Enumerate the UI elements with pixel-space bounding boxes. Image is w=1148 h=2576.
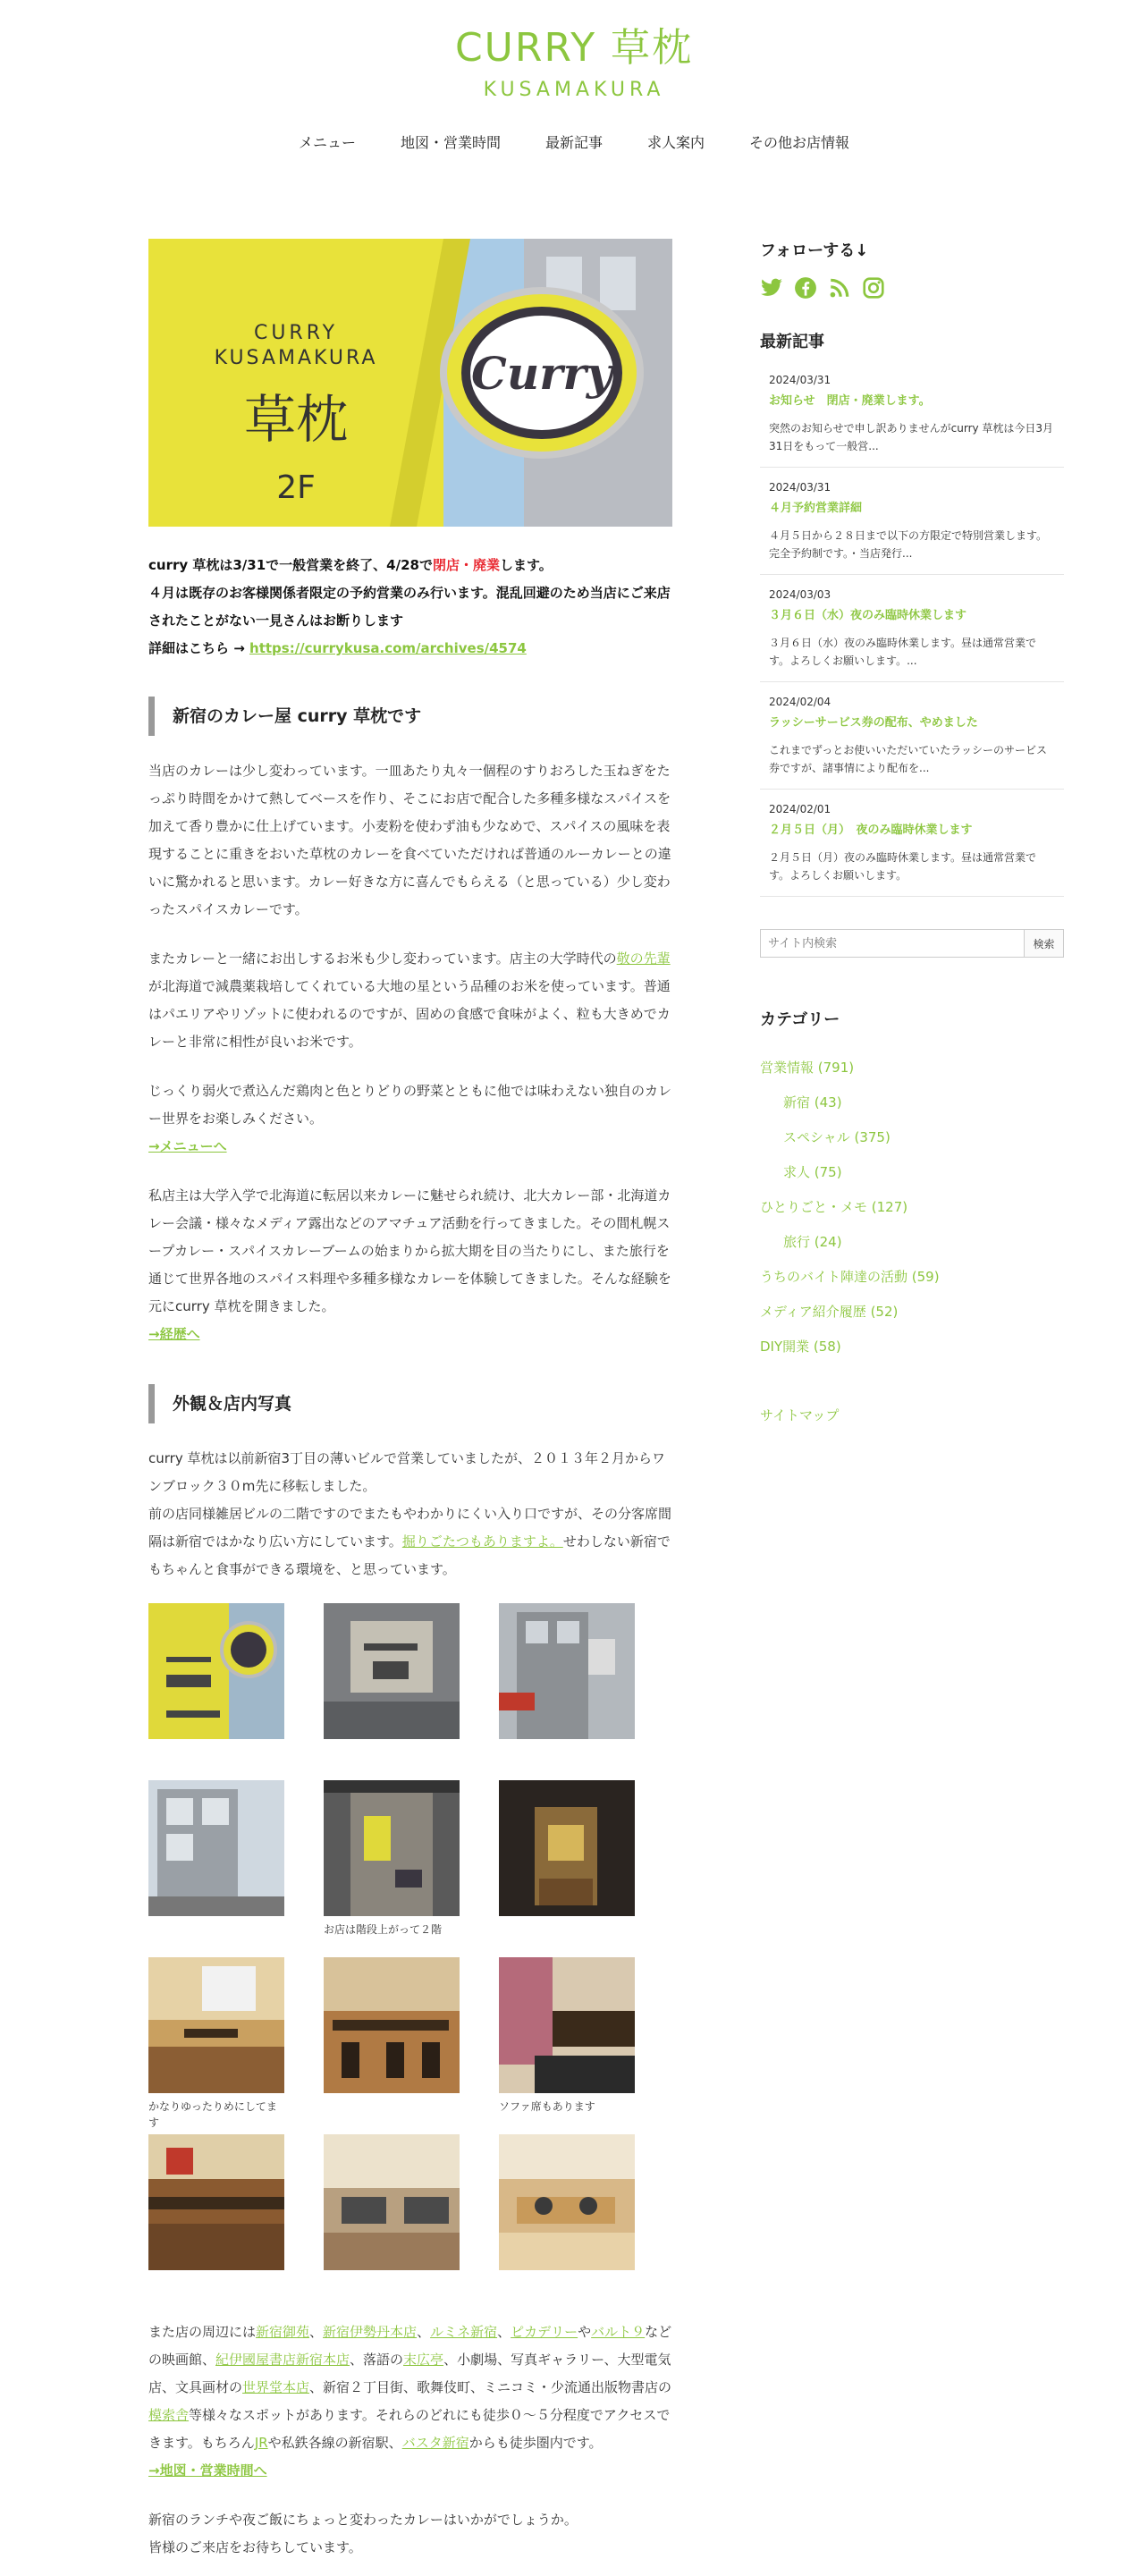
- gallery-photo[interactable]: [148, 1957, 284, 2129]
- site-search: [760, 929, 1064, 958]
- link-mosakusha[interactable]: 模索舎: [148, 2407, 190, 2423]
- photo-caption: かなりゆったりめにしてます: [148, 2100, 277, 2129]
- hero-sign-illustration: [148, 239, 672, 527]
- photo-caption: [499, 1921, 635, 1938]
- rss-icon[interactable]: [828, 276, 851, 300]
- recent-post-item[interactable]: [760, 468, 1064, 575]
- photos-p2-text-a: 前の店同様雑居ビルの二階ですのでまたもやわかりにくい入り口ですが、その分客席間隔は新宿ではかなり広い方にしています。: [148, 1506, 672, 1550]
- recent-post-title[interactable]: ４月予約営業詳細: [769, 502, 863, 515]
- photo-thumb-tables: [324, 1957, 460, 2093]
- nb-text: 、落語の: [350, 2352, 404, 2368]
- notice-line1-a: curry 草枕は3/31で一般営業を終了、4/28で: [148, 557, 433, 573]
- recent-post-item[interactable]: [760, 360, 1064, 468]
- link-jr[interactable]: JR: [254, 2435, 268, 2451]
- recent-post-date: 2024/03/31: [769, 374, 831, 386]
- gallery-photo[interactable]: [148, 2134, 284, 2292]
- intro-paragraph-3: [148, 1077, 672, 1161]
- recent-post-date: 2024/02/04: [769, 696, 831, 708]
- photo-thumb-sofa: [499, 1957, 635, 2093]
- recent-posts-list: [760, 360, 1064, 897]
- logo-sub-text: KUSAMAKURA: [483, 79, 665, 101]
- sitemap-link[interactable]: サイトマップ: [760, 1407, 840, 1423]
- photo-thumb-doorway: [499, 1780, 635, 1916]
- senior-link[interactable]: 敬の先輩: [616, 950, 671, 967]
- nb-text: などの映画館、: [148, 2324, 672, 2368]
- recent-post-date: 2024/02/01: [769, 803, 831, 815]
- category-title: カテゴリー: [760, 1010, 840, 1029]
- category-link[interactable]: DIY開業 (58): [760, 1339, 841, 1355]
- global-nav: [0, 132, 1148, 154]
- recent-post-date: 2024/03/03: [769, 588, 831, 601]
- nb-text: 、: [417, 2324, 431, 2340]
- search-input[interactable]: [760, 929, 1025, 958]
- neighborhood-paragraph: [148, 2318, 672, 2485]
- nb-text: 、新宿２丁目街、歌舞伎町、ミニコミ・少流通出版物書店の: [309, 2379, 672, 2395]
- nav-item-map-hours[interactable]: 地図・営業時間: [400, 134, 501, 151]
- twitter-icon[interactable]: [760, 276, 783, 300]
- section-title-photos: 外観＆店内写真: [148, 1384, 672, 1423]
- photo-caption: [324, 2276, 460, 2292]
- category-link[interactable]: 旅行 (24): [783, 1234, 842, 1250]
- nav-item-menu[interactable]: メニュー: [298, 134, 356, 151]
- nb-text: また店の周辺には: [148, 2324, 257, 2340]
- social-links: [760, 276, 1064, 300]
- horigotatsu-link[interactable]: 掘りごたつもありますよ。: [401, 1533, 563, 1550]
- sidebar: [760, 239, 1064, 1424]
- photo-thumb-street-corner: [148, 1780, 284, 1916]
- recent-post-title[interactable]: ２月５日（月） 夜のみ臨時休業します: [769, 823, 973, 837]
- nb-text: 、小劇場、写真ギャラリー、大型電気店、文具画材の: [148, 2352, 671, 2395]
- link-suehirotei[interactable]: 末広亭: [403, 2352, 444, 2368]
- category-link[interactable]: ひとりごと・メモ (127): [760, 1199, 908, 1215]
- photo-thumb-entrance-sign: [324, 1603, 460, 1739]
- recent-post-item[interactable]: [760, 682, 1064, 790]
- nb-text: や私鉄各線の新宿駅、: [267, 2435, 402, 2451]
- hero-sign-line1: CURRY: [253, 322, 339, 344]
- recent-post-excerpt: ４月５日から２８日まで以下の方限定で特別営業します。完全予約制です。・当店発行...: [769, 529, 1048, 560]
- to-menu-link[interactable]: →メニューへ: [148, 1138, 227, 1154]
- gallery-photo[interactable]: [499, 1603, 635, 1761]
- recent-post-item[interactable]: [760, 790, 1064, 897]
- link-shinjuku-gyoen[interactable]: 新宿御苑: [256, 2324, 310, 2340]
- nb-text: 等様々なスポットがあります。それらのどれにも徒歩０〜５分程度でアクセスできます。もちろん: [148, 2407, 671, 2451]
- recent-post-excerpt: ２月５日（月）夜のみ臨時休業します。昼は通常営業です。よろしくお願いします。: [769, 851, 1037, 882]
- intro-p4-text: 私店主は大学入学で北海道に転居以来カレーに魅せられ続け、北大カレー部・北海道カレー会議・様々なメディア露出などのアマチュア活動を行ってきました。その間札幌スープカレー・スパイスカレーブームの始まりから拡大期を目の当たりにし、また旅行を通じて世界各地のスパイス料理や多種多様なカレーを体験してきました。そんな経験を元にcurry 草枕を開きました。: [148, 1187, 671, 1314]
- notice-line2: ４月は既存のお客様関係者限定の予約営業のみ行います。混乱回避のため当店にご来店されたことがない一見さんはお断りします: [148, 585, 671, 629]
- photos-paragraph-1: curry 草枕は以前新宿3丁目の薄いビルで営業していましたが、２０１３年２月からワンブロック３０m先に移転しました。: [148, 1450, 666, 1494]
- category-link[interactable]: 新宿 (43): [783, 1094, 842, 1111]
- nb-text: 、: [309, 2324, 324, 2340]
- search-button[interactable]: 検索: [1025, 929, 1064, 958]
- photo-caption: [499, 2276, 635, 2292]
- notice-line3: 詳細はこちら →: [148, 640, 250, 656]
- hero-roundsign-text: Curry: [471, 347, 612, 400]
- photo-thumb-stairs: [324, 1780, 460, 1916]
- hero-sign-floor: 2F: [276, 469, 316, 506]
- photos-paragraph-2: [148, 1500, 672, 1584]
- photos-p2-text-b: せわしない新宿でもちゃんと食事ができる環境を、と思っています。: [148, 1533, 671, 1577]
- closing-paragraph: [148, 2506, 672, 2562]
- main-content: [148, 239, 672, 2562]
- logo-main-text: CURRY 草枕: [454, 25, 694, 71]
- link-piccadilly[interactable]: ピカデリー: [511, 2324, 578, 2340]
- photo-thumb-counter: [148, 2134, 284, 2270]
- nav-item-jobs[interactable]: 求人案内: [647, 134, 705, 151]
- closing-notice: [148, 552, 672, 663]
- category-link[interactable]: うちのバイト陣達の活動 (59): [760, 1269, 940, 1285]
- photo-thumb-dining-room: [148, 1957, 284, 2093]
- link-lumine[interactable]: ルミネ新宿: [430, 2324, 498, 2340]
- facebook-icon[interactable]: [794, 276, 817, 300]
- follow-title: フォローする↓: [760, 241, 869, 260]
- photo-caption: [499, 1744, 635, 1761]
- site-logo[interactable]: [0, 23, 1148, 104]
- intro-paragraph-4: [148, 1182, 672, 1348]
- category-link[interactable]: スペシャル (375): [783, 1129, 891, 1145]
- recent-post-excerpt: 突然のお知らせで申し訳ありませんがcurry 草枕は今日3月31日をもって一般営...: [769, 422, 1054, 452]
- photo-caption: [324, 2099, 460, 2115]
- hero-image: [148, 239, 672, 527]
- link-busta[interactable]: バスタ新宿: [401, 2435, 469, 2451]
- photo-thumb-seating: [324, 2134, 460, 2270]
- photo-caption: [324, 1744, 460, 1761]
- intro-p2-text-b: が北海道で減農薬栽培してくれている大地の星という品種のお米を使っています。普通はパエリアやリゾットに使われるのですが、固めの食感で食味がよく、粒も大きめでカレーと非常に相性が良いお米です。: [148, 978, 671, 1050]
- hero-sign-line2: KUSAMAKURA: [214, 347, 378, 369]
- intro-p3-text: じっくり弱火で煮込んだ鶏肉と色とりどりの野菜とともに他では味わえない独自のカレー世界をお楽しみください。: [148, 1083, 672, 1127]
- nav-item-other-info[interactable]: その他お店情報: [749, 134, 850, 151]
- nav-item-recent-posts[interactable]: 最新記事: [544, 134, 603, 151]
- gallery-photo[interactable]: [324, 1603, 460, 1761]
- link-isetan[interactable]: 新宿伊勢丹本店: [323, 2324, 418, 2340]
- photo-gallery: [148, 1603, 672, 2292]
- nb-text: や: [578, 2324, 592, 2340]
- section-title-intro: 新宿のカレー屋 curry 草枕です: [148, 697, 672, 736]
- gallery-photo[interactable]: [324, 2134, 460, 2292]
- gallery-photo[interactable]: [499, 2134, 635, 2292]
- photo-caption: [148, 1921, 284, 1938]
- photo-caption: [148, 2276, 284, 2292]
- photo-caption: ソファ席もあります: [499, 2100, 595, 2113]
- photo-thumb-horigotatsu: [499, 2134, 635, 2270]
- gallery-photo[interactable]: [324, 1957, 460, 2115]
- notice-closing-highlight: 閉店・廃業: [432, 557, 500, 573]
- to-map-link[interactable]: →地図・営業時間へ: [148, 2462, 267, 2479]
- instagram-icon[interactable]: [862, 276, 885, 300]
- link-sekaido[interactable]: 世界堂本店: [242, 2379, 310, 2395]
- closing-line-2: 皆様のご来店をお待ちしています。: [148, 2539, 362, 2555]
- link-wald9[interactable]: バルト９: [591, 2324, 646, 2340]
- photo-thumb-building: [499, 1603, 635, 1739]
- notice-detail-link[interactable]: https://currykusa.com/archives/4574: [249, 640, 527, 656]
- gallery-photo[interactable]: [324, 1780, 460, 1938]
- gallery-photo[interactable]: [148, 1603, 284, 1761]
- category-link[interactable]: 求人 (75): [783, 1164, 842, 1180]
- gallery-photo[interactable]: [148, 1780, 284, 1938]
- photo-caption: お店は階段上がって２階: [324, 1923, 443, 1936]
- to-profile-link[interactable]: →経歴へ: [148, 1326, 200, 1342]
- category-list: [760, 1051, 1064, 1364]
- category-link[interactable]: メディア紹介履歴 (52): [760, 1304, 899, 1320]
- hero-sign-name: 草枕: [243, 389, 349, 450]
- gallery-photo[interactable]: [499, 1957, 635, 2115]
- recent-post-item[interactable]: [760, 575, 1064, 682]
- notice-line1-b: します。: [499, 557, 553, 573]
- recent-post-title[interactable]: ３月６日（水）夜のみ臨時休業します: [769, 609, 967, 622]
- category-link[interactable]: 営業情報 (791): [760, 1060, 855, 1076]
- recent-post-excerpt: これまでずっとお使いいただいていたラッシーのサービス券ですが、諸事情により配布を...: [769, 744, 1048, 774]
- recent-post-title[interactable]: お知らせ 閉店・廃業します。: [769, 394, 931, 408]
- photo-caption: [148, 1744, 284, 1761]
- nb-text: 、: [497, 2324, 511, 2340]
- intro-paragraph-1: 当店のカレーは少し変わっています。一皿あたり丸々一個程のすりおろした玉ねぎをたっぷり時間をかけて熱してベースを作り、そこにお店で配合した多種多様なスパイスを加えて香り豊かに仕上げています。小麦粉を使わず油も少なめで、スパイスの風味を表現することに重きをおいた草枕のカレーを食べていただければ普通のルーカレーとの違いに驚かれると思います。カレー好きな方に喜んでもらえる（と思っている）少し変わったスパイスカレーです。: [148, 763, 671, 917]
- intro-paragraph-2: [148, 945, 672, 1056]
- photo-thumb-sign: [148, 1603, 284, 1739]
- recent-post-title[interactable]: ラッシーサービス券の配布、やめました: [769, 716, 978, 730]
- recent-post-excerpt: ３月６日（水）夜のみ臨時休業します。昼は通常営業です。よろしくお願いします。...: [769, 637, 1037, 667]
- intro-p2-text-a: またカレーと一緒にお出しするお米も少し変わっています。店主の大学時代の: [148, 950, 617, 967]
- recent-posts-title: 最新記事: [760, 333, 824, 351]
- closing-line-1: 新宿のランチや夜ご飯にちょっと変わったカレーはいかがでしょうか。: [148, 2512, 578, 2528]
- recent-post-date: 2024/03/31: [769, 481, 831, 494]
- link-kinokuniya[interactable]: 紀伊國屋書店新宿本店: [215, 2352, 350, 2368]
- gallery-photo[interactable]: [499, 1780, 635, 1938]
- nb-text: からも徒歩圏内です。: [468, 2435, 603, 2451]
